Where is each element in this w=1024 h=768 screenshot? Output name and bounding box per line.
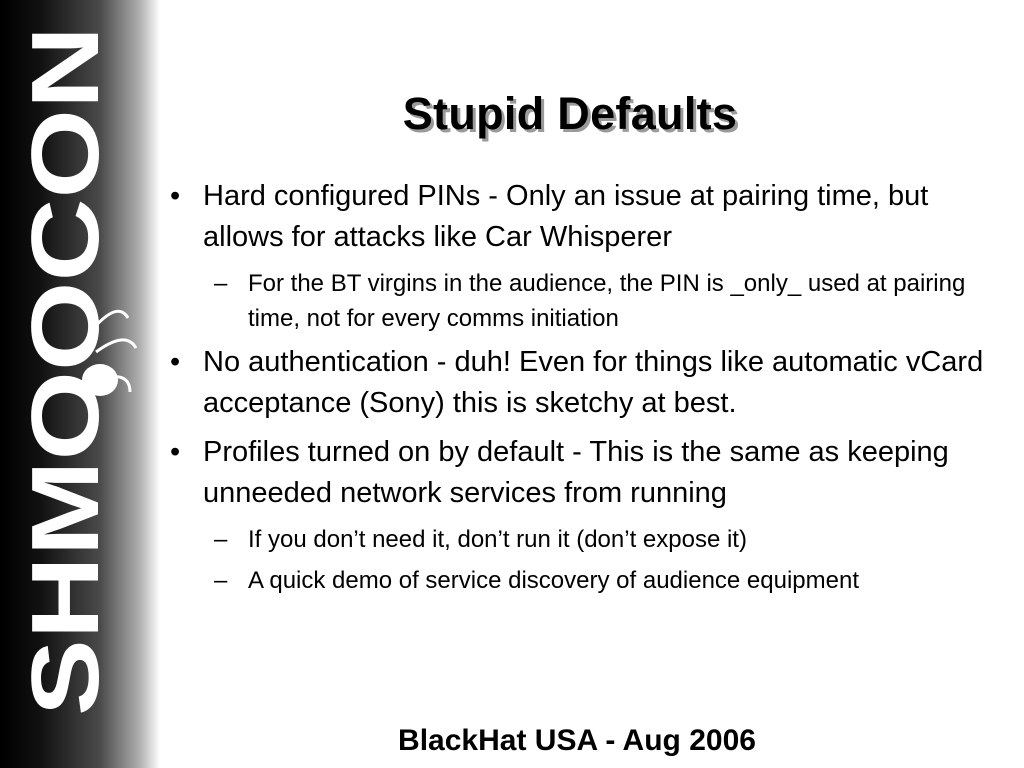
bullet-item (162, 176, 1012, 258)
bullet-text: No authentication - duh! Even for things like automatic vCard acceptance (Sony) this is sketchy at best. (203, 346, 984, 419)
svg-text:SHMOOCON: SHMOOCON (12, 140, 119, 716)
sub-bullet-item (162, 522, 1012, 557)
bullet-item (162, 432, 1012, 514)
logo-bubble-icon (82, 364, 118, 396)
slide-footer: BlackHat USA - Aug 2006 (398, 724, 756, 757)
sub-bullet-marker: – (214, 270, 228, 297)
sub-bullet-item (162, 266, 1012, 336)
sub-bullet-marker: – (214, 567, 228, 594)
sub-bullet-text: If you don’t need it, don’t run it (don’t expose it) (248, 526, 747, 553)
shmoocon-logo (0, 0, 160, 768)
bullet-marker: • (170, 346, 181, 378)
sub-bullet-text: For the BT virgins in the audience, the PIN is _only_ used at pairing time, not for every comms initiation (248, 270, 966, 332)
bullet-list (162, 176, 1012, 604)
slide-title: Stupid Defaults (402, 88, 738, 139)
sub-bullet-marker: – (214, 526, 228, 553)
sidebar-logo-panel (0, 0, 160, 768)
bullet-text: Profiles turned on by default - This is the same as keeping unneeded network services from running (203, 436, 949, 509)
bullet-item (162, 342, 1012, 424)
sub-bullet-text: A quick demo of service discovery of audience equipment (248, 567, 860, 594)
sub-bullet-item (162, 563, 1012, 598)
bullet-marker: • (170, 180, 181, 212)
bullet-text: Hard configured PINs - Only an issue at pairing time, but allows for attacks like Car Whisperer (203, 180, 929, 253)
bullet-marker: • (170, 436, 181, 468)
